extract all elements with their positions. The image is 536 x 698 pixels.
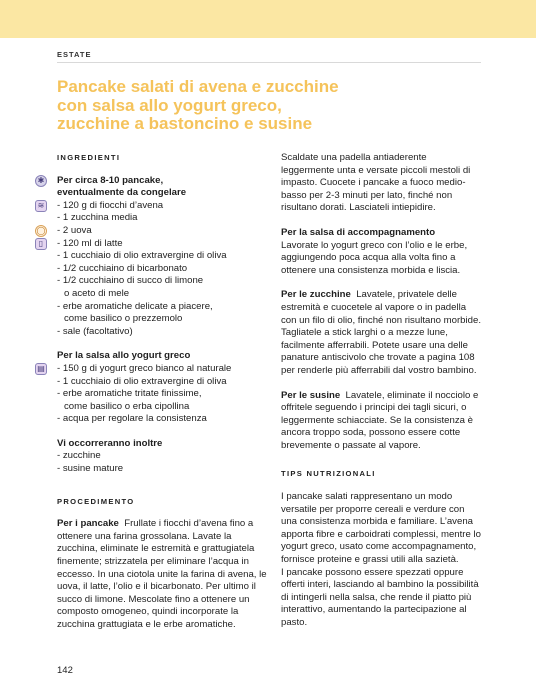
ingredient-item: - susine mature: [57, 463, 124, 475]
allergen-star-icon: ✱: [35, 175, 47, 187]
ingredient-item: come basilico o erba cipollina: [64, 400, 190, 412]
ingredient-item: - erbe aromatiche tritate finissime,: [57, 388, 202, 400]
procedure-label: PROCEDIMENTO: [57, 496, 135, 506]
egg-icon: ◯: [36, 225, 46, 235]
tips-text-1: I pancake salati rappresentano un modo versatile per proporre cereali e verdure con una consistenza morbida e familiare. L’avena apporta fibre e carboidrati complessi, mentre lo yogurt greco, usato come accompagnamento, fornisce proteine e grassi utili alla sazietà.: [281, 491, 481, 566]
procedure-pancake-cont: Scaldate una padella antiaderente leggermente unta e versate piccoli mestoli di impasto. Cuocete i pancake a fuoco medio-basso per 2-3 minuti per lato, finché non risultano dorati. Lasciateli intiepidire.: [281, 152, 471, 214]
procedure-susine-lead: Per le susine: [281, 389, 341, 401]
procedure-zucchine: [281, 289, 481, 377]
extra-ingredients: [57, 438, 272, 476]
ingredient-item: - 1 cucchiaio di olio extravergine di oliva: [57, 375, 227, 387]
procedure-susine: [281, 390, 481, 453]
pancake-heading-2: eventualmente da congelare: [57, 187, 187, 199]
tips-label: TIPS NUTRIZIONALI: [281, 469, 376, 479]
gluten-icon: ≋: [35, 200, 47, 212]
ingredient-item: come basilico o prezzemolo: [64, 313, 183, 325]
title-line: Pancake salati di avena e zucchine: [57, 77, 339, 96]
procedure-sauce: [281, 227, 481, 277]
ingredient-item: - zucchine: [57, 450, 101, 462]
top-color-band: [0, 0, 536, 38]
ingredient-item: o aceto di mele: [64, 287, 130, 299]
procedure-pancake-lead: Per i pancake: [57, 518, 119, 530]
ingredient-item: - erbe aromatiche delicate a piacere,: [57, 300, 213, 312]
procedure-susine-text: Lavatele, eliminate il nocciolo e offritele seguendo i principi dei tagli sicuri, o leggermente schiacciate. Se la consistenza è ancora troppo soda, possono essere cotte brevemente o passate al vapore.: [281, 389, 479, 451]
yogurt-icon: ▤: [35, 363, 47, 375]
procedure-pancake-text: Frullate i fiocchi d’avena fino a ottenere una farina grossolana. Lavate la zucchina, eliminate le estremità e grattugiatela finemente; strizzatela per eliminare l’acqua in eccesso. In una ciotola unite la farina di avena, le uova, il latte, l’olio e il bicarbonato. Per ultimo il succo di limone. Mescolate fino a ottenere un composto omogeneo, quindi incorporate la zucchina grattugiata e le erbe aromatiche.: [57, 518, 267, 630]
procedure-zucchine-lead: Per le zucchine: [281, 289, 351, 301]
recipe-title: [57, 78, 477, 134]
sauce-ingredients: [37, 350, 272, 426]
title-line: con salsa allo yogurt greco,: [57, 95, 282, 115]
section-tag: ESTATE: [57, 50, 92, 59]
procedure-sauce-lead: Per la salsa di accompagnamento: [281, 226, 436, 238]
ingredient-item: - 1/2 cucchiaino di bicarbonato: [57, 262, 188, 274]
extra-heading: Vi occorreranno inoltre: [57, 437, 163, 449]
ingredient-item: - 120 g di fiocchi d’avena: [57, 199, 164, 211]
ingredient-item: - 1 zucchina media: [57, 212, 138, 224]
ingredient-item: - 120 ml di latte: [57, 237, 123, 249]
ingredient-item: - 1/2 cucchiaino di succo di limone: [57, 275, 204, 287]
ingredients-label: INGREDIENTI: [57, 153, 121, 162]
header-rule: [57, 62, 481, 63]
procedure-zucchine-text: Lavatele, privatele delle estremità e cuocetele al vapore o in padella con un filo di olio, finché non risultano morbide. Tagliatele a stick larghi o a mezze lune, facilmente afferrabili. Potete usare una delle panature antiscivolo che trovate a pagina 108 per renderle più afferrabili dal vostro bambino.: [281, 289, 481, 376]
ingredient-item: - acqua per regolare la consistenza: [57, 413, 207, 425]
milk-icon: ▯: [35, 238, 47, 250]
procedure-sauce-text: Lavorate lo yogurt greco con l’olio e le erbe, aggiungendo poca acqua alla volta fino a ottenere una consistenza morbida e liscia.: [281, 239, 468, 276]
title-line: zucchine a bastoncino e susine: [57, 114, 313, 133]
left-column: [36, 152, 272, 632]
pancake-ingredients: [36, 174, 272, 339]
ingredient-item: - 150 g di yogurt greco bianco al naturale: [57, 362, 232, 374]
sauce-heading: Per la salsa allo yogurt greco: [57, 350, 191, 362]
right-column: [281, 152, 481, 630]
ingredient-item: - 1 cucchiaio di olio extravergine di oliva: [57, 250, 227, 262]
page-number: 142: [57, 665, 73, 676]
ingredient-item: - sale (facoltativo): [57, 325, 133, 337]
pancake-heading: Per circa 8-10 pancake,: [57, 174, 164, 186]
ingredient-item: - 2 uova: [57, 224, 92, 236]
procedure-pancake: [57, 518, 272, 631]
tips-text-2: I pancake possono essere spezzati oppure offerti interi, lasciando al bambino la possibilità di intingerli nella salsa, che rende il piatto più interattivo, aumentando la partecipazione al pasto.: [281, 566, 479, 628]
